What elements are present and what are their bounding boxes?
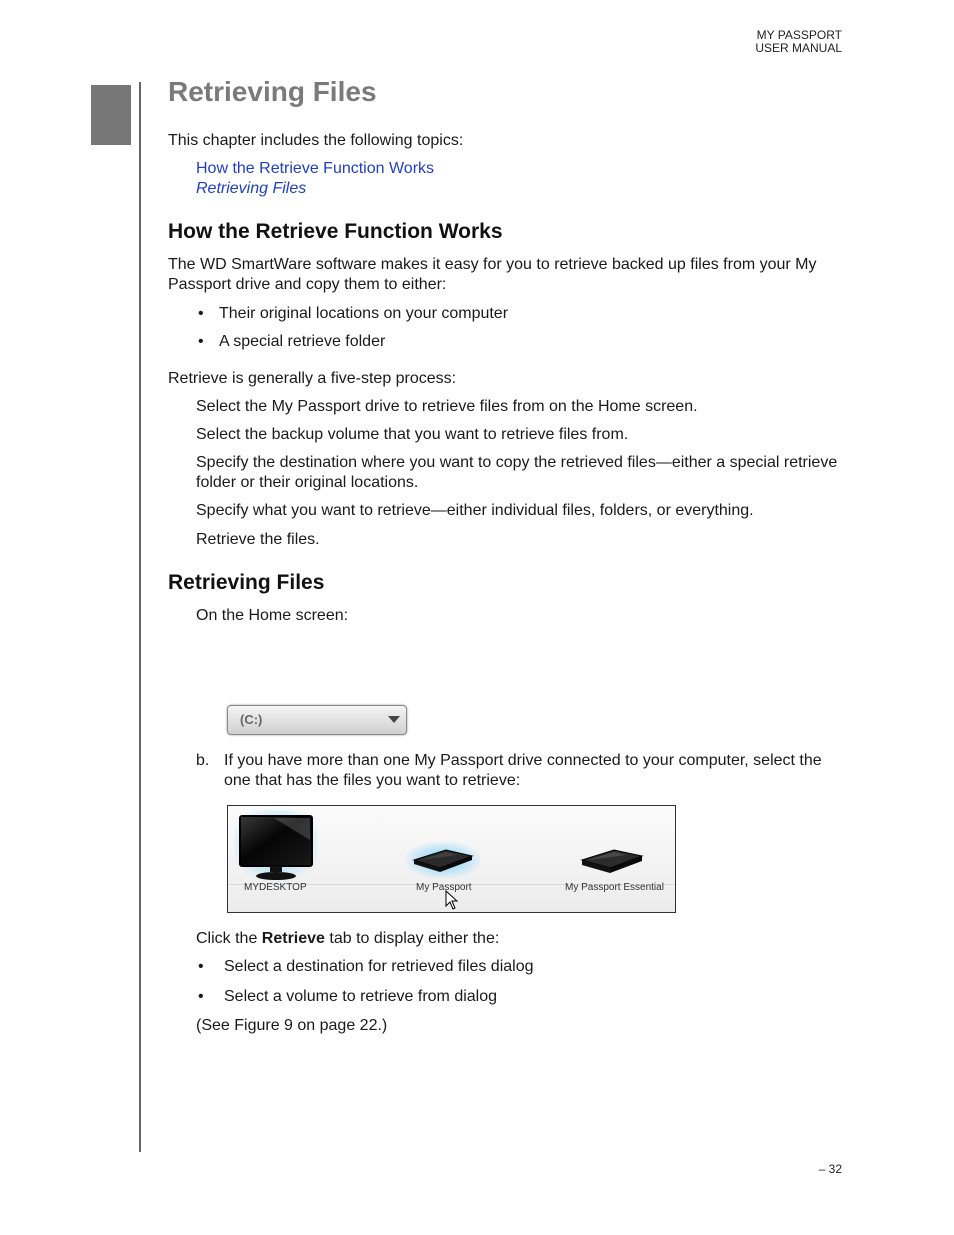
drive-label-my-passport: My Passport: [416, 882, 472, 893]
section1-paragraph: The WD SmartWare software makes it easy for you to retrieve backed up files from your My Passport drive and copy them to either:: [168, 256, 817, 293]
step-3: Specify the destination where you want to copy the retrieved files—either a special retrieve folder or their original locations.: [196, 454, 838, 491]
bullet-icon: •: [198, 958, 204, 975]
chevron-down-icon: [388, 716, 400, 723]
bullet-icon: •: [198, 333, 204, 350]
intro-text: This chapter includes the following topics:: [168, 132, 464, 149]
step-1: Select the My Passport drive to retrieve files from on the Home screen.: [196, 398, 698, 415]
process-intro: Retrieve is generally a five-step process:: [168, 370, 457, 387]
header-product: MY PASSPORT: [756, 28, 842, 42]
drive-label-mydesktop: MYDESKTOP: [244, 882, 307, 893]
retrieve-tab-name: Retrieve: [261, 930, 325, 947]
page-title: Retrieving Files: [168, 76, 377, 107]
drive-label-my-passport-essential: My Passport Essential: [565, 882, 664, 893]
bullet-icon: •: [198, 988, 204, 1005]
click-retrieve-text: Click the Retrieve tab to display either the:: [196, 930, 500, 947]
see-figure-reference: (See Figure 9 on page 22.): [196, 1017, 388, 1034]
chapter-tab-marker: [91, 85, 131, 145]
toc-link-retrieving-files[interactable]: Retrieving Files: [196, 180, 307, 197]
drive-my-passport-essential[interactable]: [576, 844, 650, 883]
section-heading-retrieving-files: Retrieving Files: [168, 571, 325, 594]
step-5: Retrieve the files.: [196, 531, 320, 548]
external-drive-icon: [576, 844, 650, 878]
margin-rule: [139, 82, 141, 1152]
drive-mydesktop[interactable]: [234, 810, 318, 889]
mouse-cursor-icon: [445, 890, 459, 910]
toc-link-how-retrieve-works[interactable]: How the Retrieve Function Works: [196, 160, 435, 177]
step-2: Select the backup volume that you want to retrieve files from.: [196, 426, 629, 443]
external-drive-icon: [406, 842, 480, 878]
step-b-text: If you have more than one My Passport drive connected to your computer, select the one that has the files you want to retrieve:: [224, 752, 822, 789]
on-home-text: On the Home screen:: [196, 607, 349, 624]
step-b-marker: b.: [196, 752, 210, 769]
bullet-icon: •: [198, 305, 204, 322]
drive-selection-screenshot: [227, 805, 676, 913]
drive-select-dropdown[interactable]: [227, 705, 407, 735]
section-heading-how-retrieve-works: How the Retrieve Function Works: [168, 220, 503, 243]
step-4: Specify what you want to retrieve—either individual files, folders, or everything.: [196, 502, 754, 519]
drive-my-passport[interactable]: [406, 842, 480, 883]
page-number: – 32: [818, 1162, 842, 1176]
monitor-icon: [234, 810, 318, 884]
running-header: [755, 29, 842, 55]
dropdown-value: (C:): [240, 712, 263, 727]
header-manual: USER MANUAL: [755, 41, 842, 55]
